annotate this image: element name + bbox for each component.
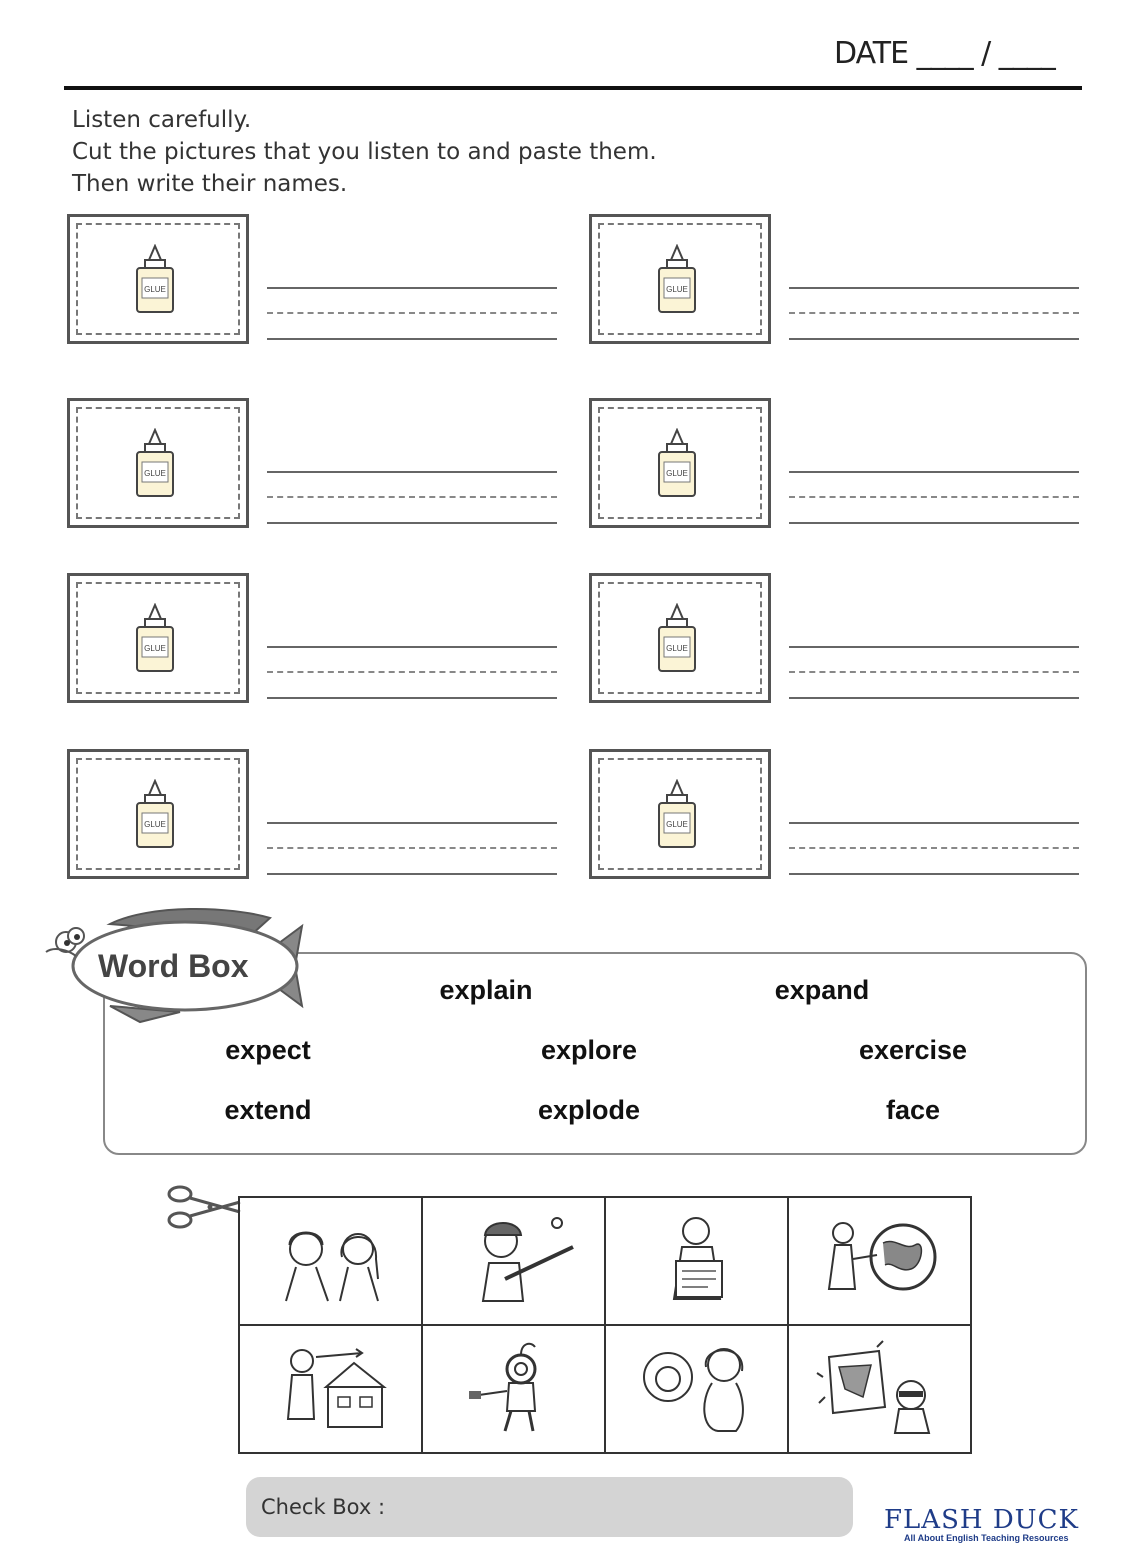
logo-brand: FLASH DUCK (884, 1505, 1079, 1535)
writing-top-line (789, 287, 1079, 289)
instructions (72, 104, 657, 200)
writing-base-line (789, 522, 1079, 524)
word-item: explain (439, 975, 533, 1005)
paste-frame[interactable] (67, 573, 249, 703)
writing-top-line (267, 287, 557, 289)
writing-top-line (267, 471, 557, 473)
writing-base-line (267, 522, 557, 524)
date-field: DATE ____ / ____ (834, 36, 1055, 71)
cutout-cell[interactable] (788, 1325, 971, 1453)
baseball-player-icon (449, 1209, 579, 1309)
writing-lines[interactable] (789, 471, 1079, 527)
word-item: face (885, 1095, 941, 1125)
writing-mid-line (267, 671, 557, 673)
cutout-cell[interactable] (788, 1197, 971, 1325)
word-item: expand (774, 975, 870, 1005)
cutout-cell[interactable] (422, 1325, 605, 1453)
word-item: expect (225, 1035, 311, 1065)
paste-frame[interactable] (67, 214, 249, 344)
writing-mid-line (789, 496, 1079, 498)
writing-base-line (267, 697, 557, 699)
glue-label: GLUE (144, 469, 166, 478)
glue-label: GLUE (666, 820, 688, 829)
writing-top-line (789, 822, 1079, 824)
glue-bottle-icon (133, 428, 177, 498)
word-box-title: Word Box (98, 948, 249, 984)
explorer-globe-icon (815, 1209, 945, 1309)
paste-frame[interactable] (589, 214, 771, 344)
check-box-label: Check Box : (261, 1495, 386, 1519)
writing-mid-line (789, 671, 1079, 673)
word-item: exercise (858, 1035, 968, 1065)
writing-top-line (789, 471, 1079, 473)
paste-frame[interactable] (589, 398, 771, 528)
deep-sea-diver-icon (449, 1337, 579, 1437)
glue-bottle-icon (133, 779, 177, 849)
header-divider (64, 86, 1082, 90)
glue-label: GLUE (666, 469, 688, 478)
writing-mid-line (789, 312, 1079, 314)
writing-lines[interactable] (789, 646, 1079, 702)
man-extending-house-icon (266, 1337, 396, 1437)
word-item: explore (540, 1035, 638, 1065)
writing-top-line (267, 822, 557, 824)
cutout-cell[interactable] (605, 1197, 788, 1325)
glue-label: GLUE (144, 820, 166, 829)
cutout-cell[interactable] (605, 1325, 788, 1453)
glue-label: GLUE (144, 644, 166, 653)
instruction-line: Listen carefully. (72, 107, 252, 133)
glue-label: GLUE (666, 644, 688, 653)
instruction-line: Then write their names. (72, 171, 348, 197)
logo-tagline: All About English Teaching Resources (904, 1533, 1069, 1543)
glue-label: GLUE (144, 285, 166, 294)
two-faces-icon (266, 1209, 396, 1309)
writing-base-line (789, 873, 1079, 875)
writing-lines[interactable] (267, 471, 557, 527)
glue-bottle-icon (655, 428, 699, 498)
writing-base-line (789, 338, 1079, 340)
writing-lines[interactable] (267, 646, 557, 702)
check-box[interactable] (246, 1477, 853, 1537)
writing-lines[interactable] (267, 287, 557, 343)
writing-lines[interactable] (789, 287, 1079, 343)
glue-bottle-icon (655, 244, 699, 314)
pregnant-woman-expecting-icon (632, 1337, 762, 1437)
cutout-cell[interactable] (239, 1197, 422, 1325)
writing-lines[interactable] (789, 822, 1079, 878)
man-explaining-board-icon (632, 1209, 762, 1309)
writing-top-line (789, 646, 1079, 648)
writing-mid-line (267, 312, 557, 314)
glue-bottle-icon (655, 603, 699, 673)
flash-duck-logo (884, 1505, 1114, 1545)
word-item: extend (224, 1095, 312, 1125)
writing-base-line (789, 697, 1079, 699)
word-item: explode (537, 1095, 641, 1125)
writing-base-line (267, 338, 557, 340)
writing-top-line (267, 646, 557, 648)
instruction-line: Cut the pictures that you listen to and paste them. (72, 139, 657, 165)
paste-frame[interactable] (67, 398, 249, 528)
glue-bottle-icon (133, 603, 177, 673)
scissors-icon (166, 1182, 242, 1234)
glue-bottle-icon (133, 244, 177, 314)
writing-base-line (267, 873, 557, 875)
writing-mid-line (267, 847, 557, 849)
paste-frame[interactable] (67, 749, 249, 879)
writing-lines[interactable] (267, 822, 557, 878)
paste-frame[interactable] (589, 749, 771, 879)
glue-label: GLUE (666, 285, 688, 294)
writing-mid-line (267, 496, 557, 498)
ninja-explosion-icon (815, 1337, 945, 1437)
cutout-cell[interactable] (239, 1325, 422, 1453)
cutout-cell[interactable] (422, 1197, 605, 1325)
writing-mid-line (789, 847, 1079, 849)
paste-frame[interactable] (589, 573, 771, 703)
glue-bottle-icon (655, 779, 699, 849)
cutout-grid (238, 1196, 972, 1454)
